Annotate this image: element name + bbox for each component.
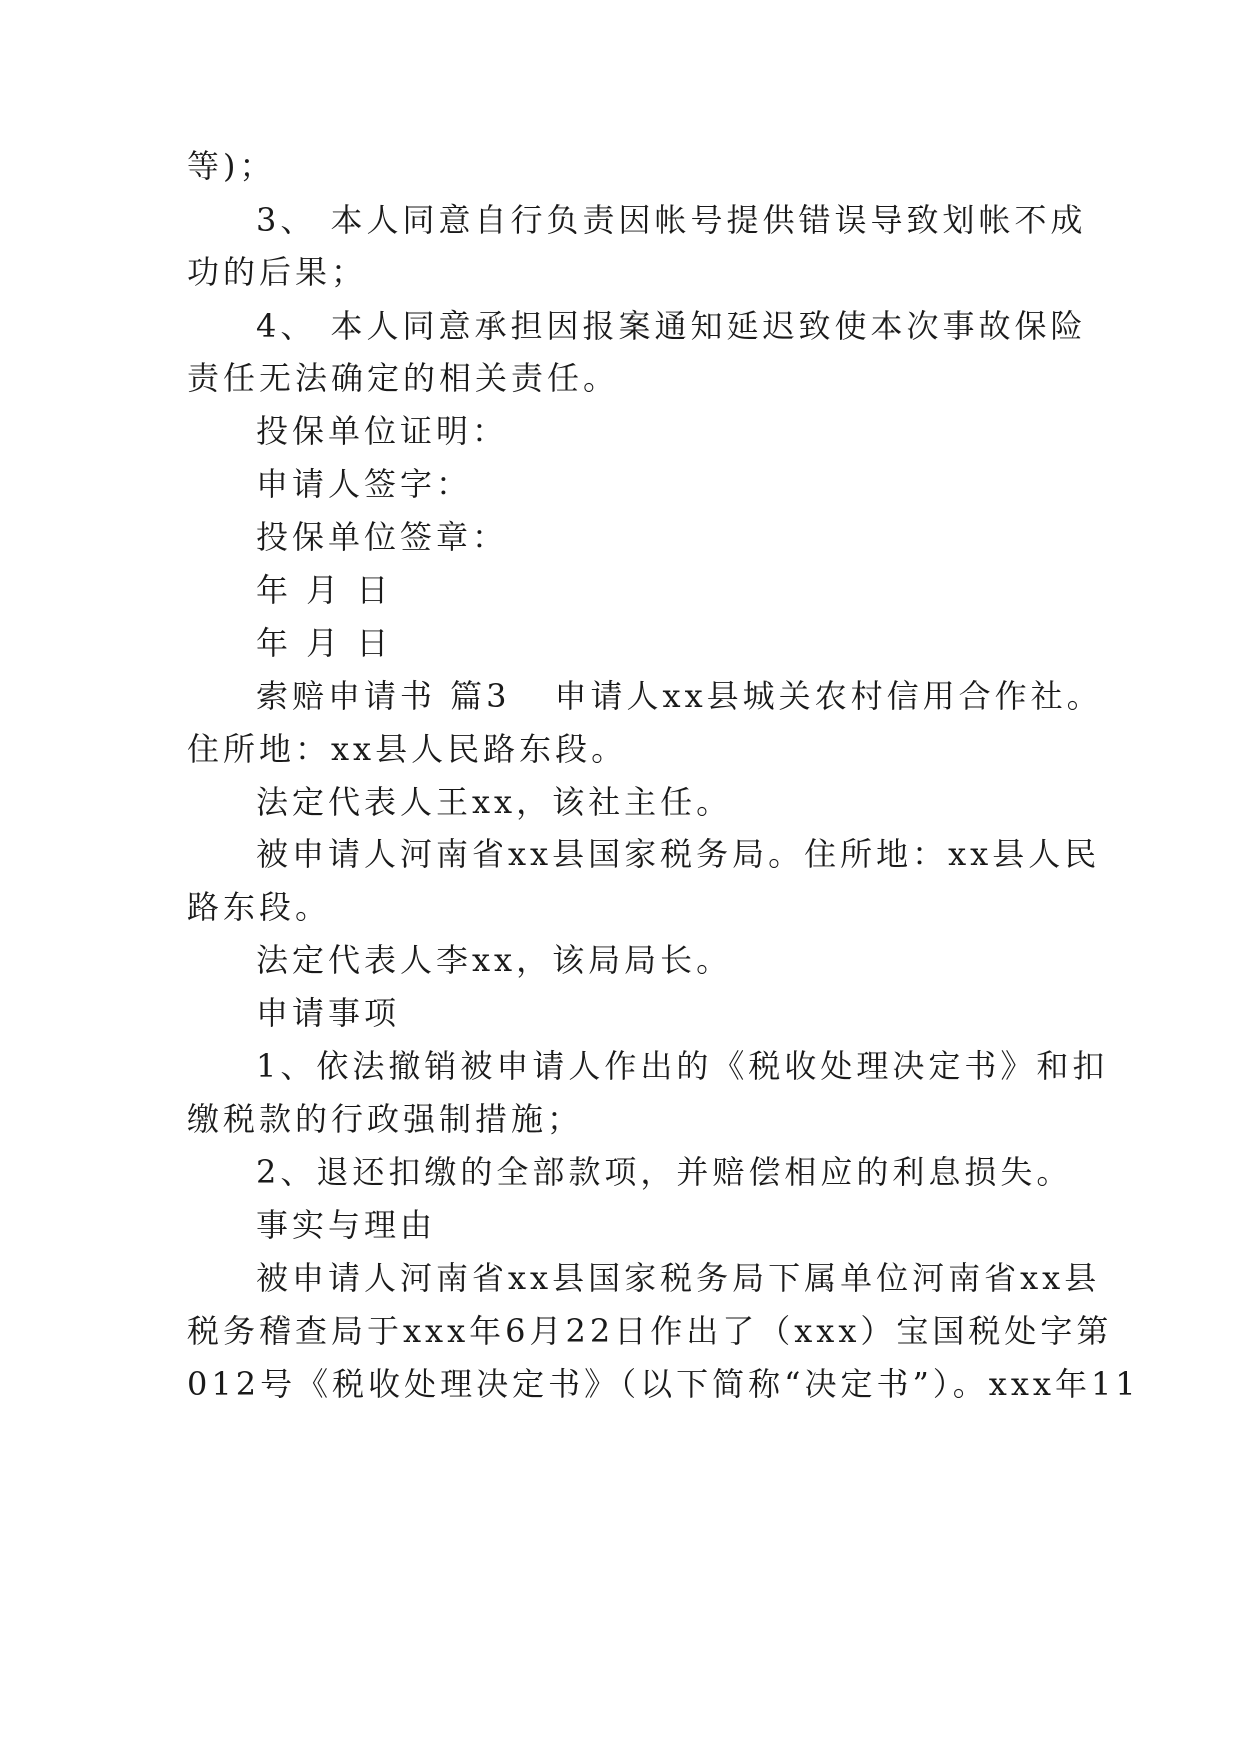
date-line: 年 月 日 <box>256 624 393 662</box>
text-line: 2、退还扣缴的全部款项，并赔偿相应的利息损失。 <box>256 1153 1073 1191</box>
text-line: 1、依法撤销被申请人作出的《税收处理决定书》和扣 <box>256 1047 1109 1085</box>
text-line: 4、 本人同意承担因报案通知延迟致使本次事故保险 <box>256 307 1087 345</box>
text-line: 缴税款的行政强制措施； <box>187 1100 584 1138</box>
text-line: 税务稽查局于xxx年6月22日作出了（xxx）宝国税处字第 <box>187 1312 1113 1350</box>
text-line: 3、 本人同意自行负责因帐号提供错误导致划帐不成 <box>256 201 1087 239</box>
text-line: 功的后果； <box>187 253 368 291</box>
text-line: 投保单位证明： <box>256 412 509 450</box>
text-line: 路东段。 <box>187 888 332 926</box>
text-line: 等)； <box>187 147 276 185</box>
text-line: 住所地：xx县人民路东段。 <box>187 730 628 768</box>
text-line: 法定代表人王xx，该社主任。 <box>256 783 733 821</box>
text-line: 012号《税收处理决定书》（以下简称“决定书”）。xxx年11 <box>187 1365 1140 1403</box>
text-line: 法定代表人李xx，该局局长。 <box>256 941 733 979</box>
heading-line: 事实与理由 <box>256 1206 437 1244</box>
section-heading-line <box>256 676 1103 716</box>
text-line: 申请人签字： <box>256 465 473 503</box>
date-line: 年 月 日 <box>256 571 393 609</box>
applicant-text: 申请人xx县城关农村信用合作社。 <box>554 677 1103 715</box>
text-line: 被申请人河南省xx县国家税务局。住所地：xx县人民 <box>256 835 1101 873</box>
text-line: 投保单位签章： <box>256 518 509 556</box>
text-line: 被申请人河南省xx县国家税务局下属单位河南省xx县 <box>256 1259 1101 1297</box>
heading-line: 申请事项 <box>256 994 401 1032</box>
section-title: 索赔申请书 篇3 <box>256 677 511 715</box>
text-line: 责任无法确定的相关责任。 <box>187 359 620 397</box>
